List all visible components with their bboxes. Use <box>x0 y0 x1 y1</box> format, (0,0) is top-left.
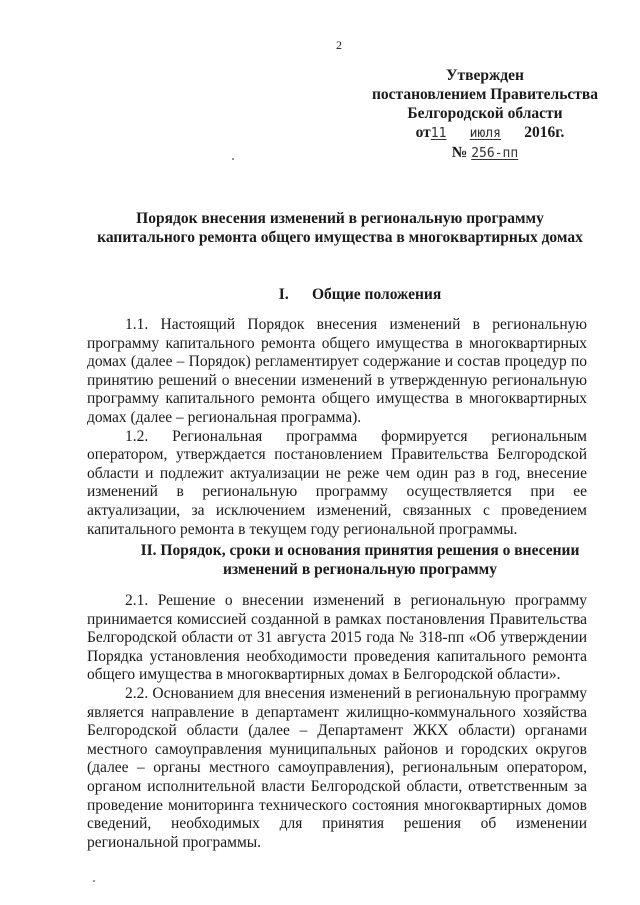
approval-line-2: постановлением Правительства <box>371 86 599 103</box>
paragraph-1-1: 1.1. Настоящий Порядок внесения изменений в региональную программу капитального ремонта общего имущества в многоквартирных домах (далее – Порядок) регламентирует содержание и состав процедур по принятию решений о внесении изменений в утвержденную региональную программу капитального ремонта общего имущества в многоквартирных домах (далее – региональная программа). <box>87 316 587 426</box>
page-number: 2 <box>336 38 342 52</box>
scan-speck <box>232 158 234 160</box>
document-title-line-2: капитального ремонта общего имущества в многоквартирных домах <box>97 229 583 246</box>
paragraph-2-1: 2.1. Решение о внесении изменений в региональную программу принимается комиссией созданной в рамках постановления Правительства Белгородской области от 31 августа 2015 года № 318-пп «Об утверждении Порядка установления необходимости проведения капитального ремонта общего имущества в многоквартирных домах в Белгородской области». <box>87 592 587 684</box>
approval-date-line <box>365 123 605 143</box>
paragraph-1-2: 1.2. Региональная программа формируется региональным оператором, утверждается постановлением Правительства Белгородской области и подлежит актуализации не реже чем один раз в год, внесение изменений в региональную программу осуществляется при ее актуализации, за исключением изменений, связанных с проведением капитального ремонта в текущем году региональной программы. <box>87 427 587 538</box>
section-2-heading-line-1: II. Порядок, сроки и основания принятия решения о внесении <box>140 542 580 559</box>
approval-line-3: Белгородской области <box>407 105 563 122</box>
number-prefix: № <box>451 144 468 161</box>
approval-stamp <box>365 66 605 163</box>
approval-number-line <box>365 143 605 163</box>
document-title-line-1: Порядок внесения изменений в региональную программу <box>136 210 544 227</box>
date-prefix: от <box>415 124 431 141</box>
approval-line-1: Утвержден <box>446 67 524 84</box>
paragraph-2-2: 2.2. Основанием для внесения изменений в региональную программу является направление в департамент жилищно-коммунального хозяйства Белгородской области (далее – Департамент ЖКХ области) органами местного самоуправления муниципальных районов и городских округов (далее – органы местного самоуправления), региональным оператором, органом исполнительной власти Белгородской области, ответственным за проведение мониторинга технического состояния многоквартирных домов сведений, необходимых для принятия решения об изменении региональной программы. <box>87 684 587 851</box>
date-month: июля <box>469 126 501 141</box>
date-year: 2016г. <box>524 124 565 141</box>
document-title <box>90 209 590 247</box>
date-day: 11 <box>430 126 447 141</box>
section-2-body <box>87 592 587 852</box>
number-value: 256-пп <box>471 146 519 161</box>
section-1-body <box>87 316 587 539</box>
section-2-heading <box>110 541 610 579</box>
section-2-heading-line-2: изменений в региональную программу <box>222 561 497 578</box>
section-1-heading: I. Общие положения <box>278 286 442 303</box>
scan-speck <box>93 880 95 882</box>
